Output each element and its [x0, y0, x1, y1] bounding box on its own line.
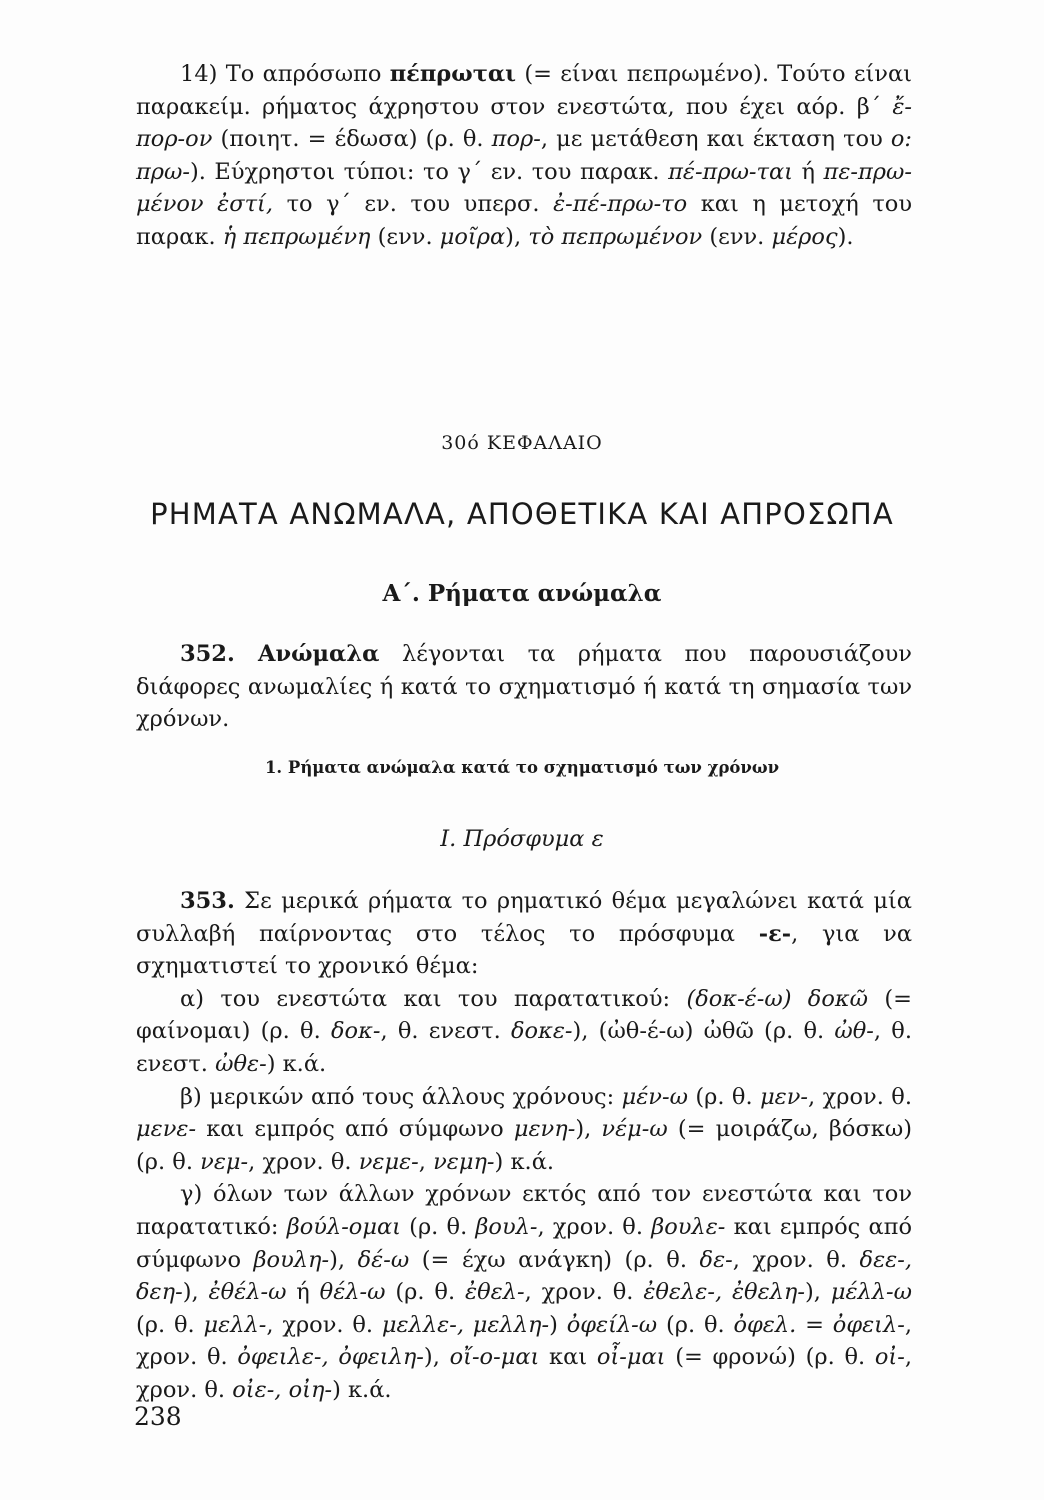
- paragraph-number: 14): [180, 61, 218, 87]
- list-item-b: β) μερικών από τους άλλους χρόνους: μέν-ω (ρ. θ. μεν-, χρον. θ. μενε- και εμπρός από σύμφωνο μενη-), νέμ-ω (= μοιράζω, βόσκω) (ρ. θ. νεμ-, χρον. θ. νεμε-, νεμη-) κ.ά.: [136, 1083, 912, 1175]
- list-item-c: γ) όλων των άλλων χρόνων εκτός από τον ενεστώτα και τον παρατατικό: βούλ-ομαι (ρ. θ. βουλ-, χρον. θ. βουλε- και εμπρός από σύμφωνο βουλη-), δέ-ω (= έχω ανάγκη) (ρ. θ. δε-, χρον. θ. δεε-, δεη-), ἐθέλ-ω ή θέλ-ω (ρ. θ. ἐθελ-, χρον. θ. ἐθελε-, ἐθελη-), μέλλ-ω (ρ. θ. μελλ-, χρον. θ. μελλε-, μελλη-) ὀφείλ-ω (ρ. θ. ὀφελ. = ὀφειλ-, χρον. θ. ὀφειλε-, ὀφειλη-), οἴ-ο-μαι και οἶ-μαι (= φρονώ) (ρ. θ. οἰ-, χρον. θ. οἰε-, οἰη-) κ.ά.: [136, 1181, 913, 1403]
- chapter-number: 30ό ΚΕΦΑΛΑΙΟ: [441, 432, 603, 454]
- paragraph-353: 353. Σε μερικά ρήματα το ρηματικό θέμα μεγαλώνει κατά μία συλλαβή παίρνοντας στο τέλος το πρόσφυμα -ε-, για να σχηματιστεί το χρονικό θέμα: α) του ενεστώτα και του παρατατικού: (δοκ-έ-ω) δοκῶ (= φαίνομαι) (ρ. θ. δοκ-, θ. ενεστ. δοκε-), (ὠθ-έ-ω) ὠθῶ (ρ. θ. ὠθ-, θ. ενεστ. ὠθε-) κ.ά. β) μερικών από τους άλλους χρόνους: μέν-ω (ρ. θ. μεν-, χρον. θ. μενε- και εμπρός από σύμφωνο μενη-), νέμ-ω (= μοιράζω, βόσκω) (ρ. θ. νεμ-, χρον. θ. νεμε-, νεμη-) κ.ά. γ) όλων των άλλων χρόνων εκτός από τον ενεστώτα και τον παρατατικό: βούλ-ομαι (ρ. θ. βουλ-, χρον. θ. βουλε- και εμπρός από σύμφωνο βουλη-), δέ-ω (= έχω ανάγκη) (ρ. θ. δε-, χρον. θ. δεε-, δεη-), ἐθέλ-ω ή θέλ-ω (ρ. θ. ἐθελ-, χρον. θ. ἐθελε-, ἐθελη-), μέλλ-ω (ρ. θ. μελλ-, χρον. θ. μελλε-, μελλη-) ὀφείλ-ω (ρ. θ. ὀφελ. = ὀφειλ-, χρον. θ. ὀφειλε-, ὀφειλη-), οἴ-ο-μαι και οἶ-μαι (= φρονώ) (ρ. θ. οἰ-, χρον. θ. οἰε-, οἰη-) κ.ά.: [136, 885, 912, 1407]
- paragraph-number: 352.: [180, 641, 235, 667]
- subsection-heading: 1. Ρήματα ανώμαλα κατά το σχηματισμό των χρόνων: [264, 758, 780, 777]
- list-item-a: α) του ενεστώτα και του παρατατικού: (δοκ-έ-ω) δοκῶ (= φαίνομαι) (ρ. θ. δοκ-, θ. ενεστ. δοκε-), (ὠθ-έ-ω) ὠθῶ (ρ. θ. ὠθ-, θ. ενεστ. ὠθε-) κ.ά.: [136, 985, 912, 1077]
- paragraph-14: 14) Το απρόσωπο πέπρωται (= είναι πεπρωμένο). Τούτο είναι παρακείμ. ρήματος άχρηστου στον ενεστώτα, που έχει αόρ. β΄ ἔ-πορ-ον (ποιητ. = έδωσα) (ρ. θ. πορ-, με μετάθεση και έκταση του ο: πρω-). Εύχρηστοι τύποι: το γ΄ εν. του παρακ. πέ-πρω-ται ή πε-πρω-μένον ἐστί, το γ΄ εν. του υπερσ. ἐ-πέ-πρω-το και η μετοχή του παρακ. ἡ πεπρωμένη (ενν. μοῖρα), τὸ πεπρωμένον (ενν. μέρος).: [136, 61, 913, 250]
- bold-term: πέπρωται: [389, 61, 517, 87]
- bold-term: Ανώμαλα: [234, 641, 380, 667]
- section-heading: Α΄. Ρήματα ανώμαλα: [382, 580, 662, 607]
- page-number: 238: [134, 1402, 182, 1431]
- subsection-subheading: Ι. Πρόσφυμα ε: [440, 826, 604, 852]
- bold-term: -ε-: [758, 920, 792, 947]
- paragraph-352: 352. Ανώμαλα λέγονται τα ρήματα που παρουσιάζουν διάφορες ανωμαλίες ή κατά το σχηματισμό ή κατά τη σημασία των χρόνων.: [136, 641, 912, 733]
- chapter-title: ΡΗΜΑΤΑ ΑΝΩΜΑΛΑ, ΑΠΟΘΕΤΙΚΑ ΚΑΙ ΑΠΡΟΣΩΠΑ: [150, 497, 894, 531]
- paragraph-number: 353.: [180, 888, 235, 914]
